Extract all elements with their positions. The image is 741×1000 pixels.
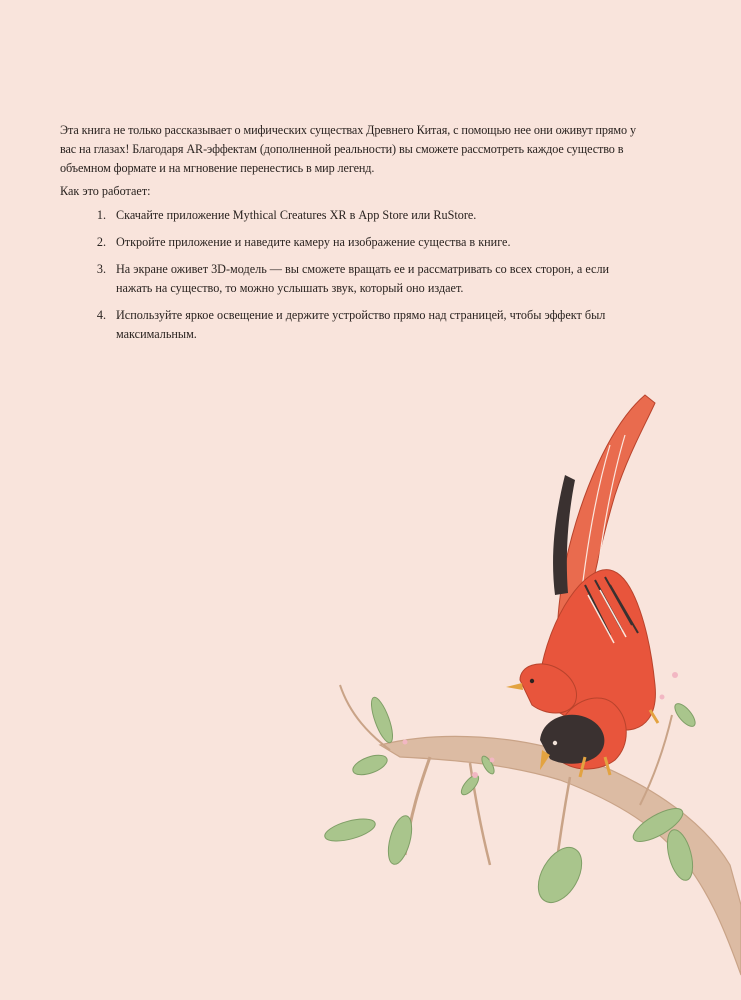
list-item bbox=[60, 306, 645, 344]
step-text: Используйте яркое освещение и держите устройство прямо над страницей, чтобы эффект был максимальным. bbox=[116, 308, 606, 341]
bird-eye bbox=[553, 741, 557, 745]
leaf bbox=[458, 773, 481, 798]
leaf bbox=[671, 700, 698, 729]
leaf bbox=[350, 751, 389, 778]
list-item bbox=[60, 260, 645, 298]
bird-eye bbox=[530, 679, 534, 683]
birds-illustration bbox=[310, 385, 741, 1000]
intro-paragraph: Эта книга не только рассказывает о мифических существах Древнего Китая, с помощью нее они оживут прямо у вас на глазах! Благодаря AR-эффектам (дополненной реальности) вы сможете рассмотреть каждое существо в объемном формате и на мгновение перенестись в мир легенд. bbox=[60, 123, 636, 175]
list-item bbox=[60, 233, 645, 252]
bird-beak bbox=[506, 683, 523, 690]
step-text: Скачайте приложение Mythical Creatures XR в App Store или RuStore. bbox=[116, 208, 477, 222]
leaf bbox=[529, 840, 590, 910]
step-number: 4. bbox=[96, 308, 106, 322]
step-number: 3. bbox=[96, 262, 106, 276]
list-item bbox=[60, 206, 645, 225]
instructions-list bbox=[60, 206, 645, 352]
step-number: 2. bbox=[96, 235, 106, 249]
step-number: 1. bbox=[96, 208, 106, 222]
leaf bbox=[323, 815, 378, 846]
how-it-works-heading: Как это работает: bbox=[60, 184, 151, 198]
leaf bbox=[367, 695, 397, 745]
step-text: На экране оживет 3D-модель — вы сможете вращать ее и рассматривать со всех сторон, а если нажать на существо, то можно услышать звук, который оно издает. bbox=[116, 262, 610, 295]
step-text: Откройте приложение и наведите камеру на изображение существа в книге. bbox=[116, 235, 511, 249]
